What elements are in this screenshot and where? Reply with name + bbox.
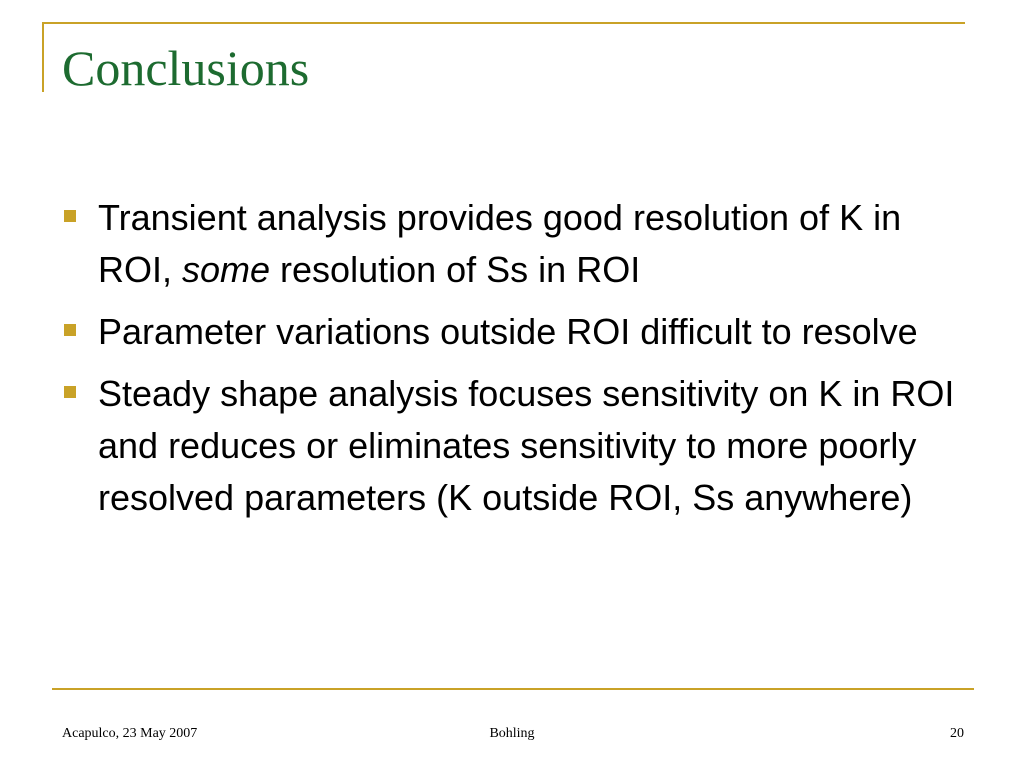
square-bullet-icon xyxy=(64,324,76,336)
bullet-list xyxy=(64,192,964,534)
bullet-item xyxy=(64,306,964,358)
footer-author: Bohling xyxy=(489,726,535,741)
bullet-text: Steady shape analysis focuses sensitivity on K in ROI and reduces or eliminates sensitivity to more poorly resolved parameters (K outside ROI, Ss anywhere) xyxy=(98,373,955,518)
footer-divider xyxy=(52,688,974,690)
square-bullet-icon xyxy=(64,210,76,222)
bullet-emphasis: some xyxy=(182,249,271,290)
slide-title: Conclusions xyxy=(62,40,310,96)
top-accent-line xyxy=(43,22,965,24)
bullet-item xyxy=(64,368,964,524)
bullet-text-part: Transient analysis provides good resolution of K in ROI, xyxy=(98,197,902,290)
bullet-item xyxy=(64,192,964,296)
footer-location-date: Acapulco, 23 May 2007 xyxy=(62,726,198,741)
square-bullet-icon xyxy=(64,386,76,398)
bullet-text xyxy=(98,192,958,296)
bullet-text-part: resolution of Ss in ROI xyxy=(270,249,641,290)
left-accent-line xyxy=(42,22,44,92)
bullet-text: Parameter variations outside ROI difficult to resolve xyxy=(98,311,918,352)
page-number: 20 xyxy=(950,726,964,741)
